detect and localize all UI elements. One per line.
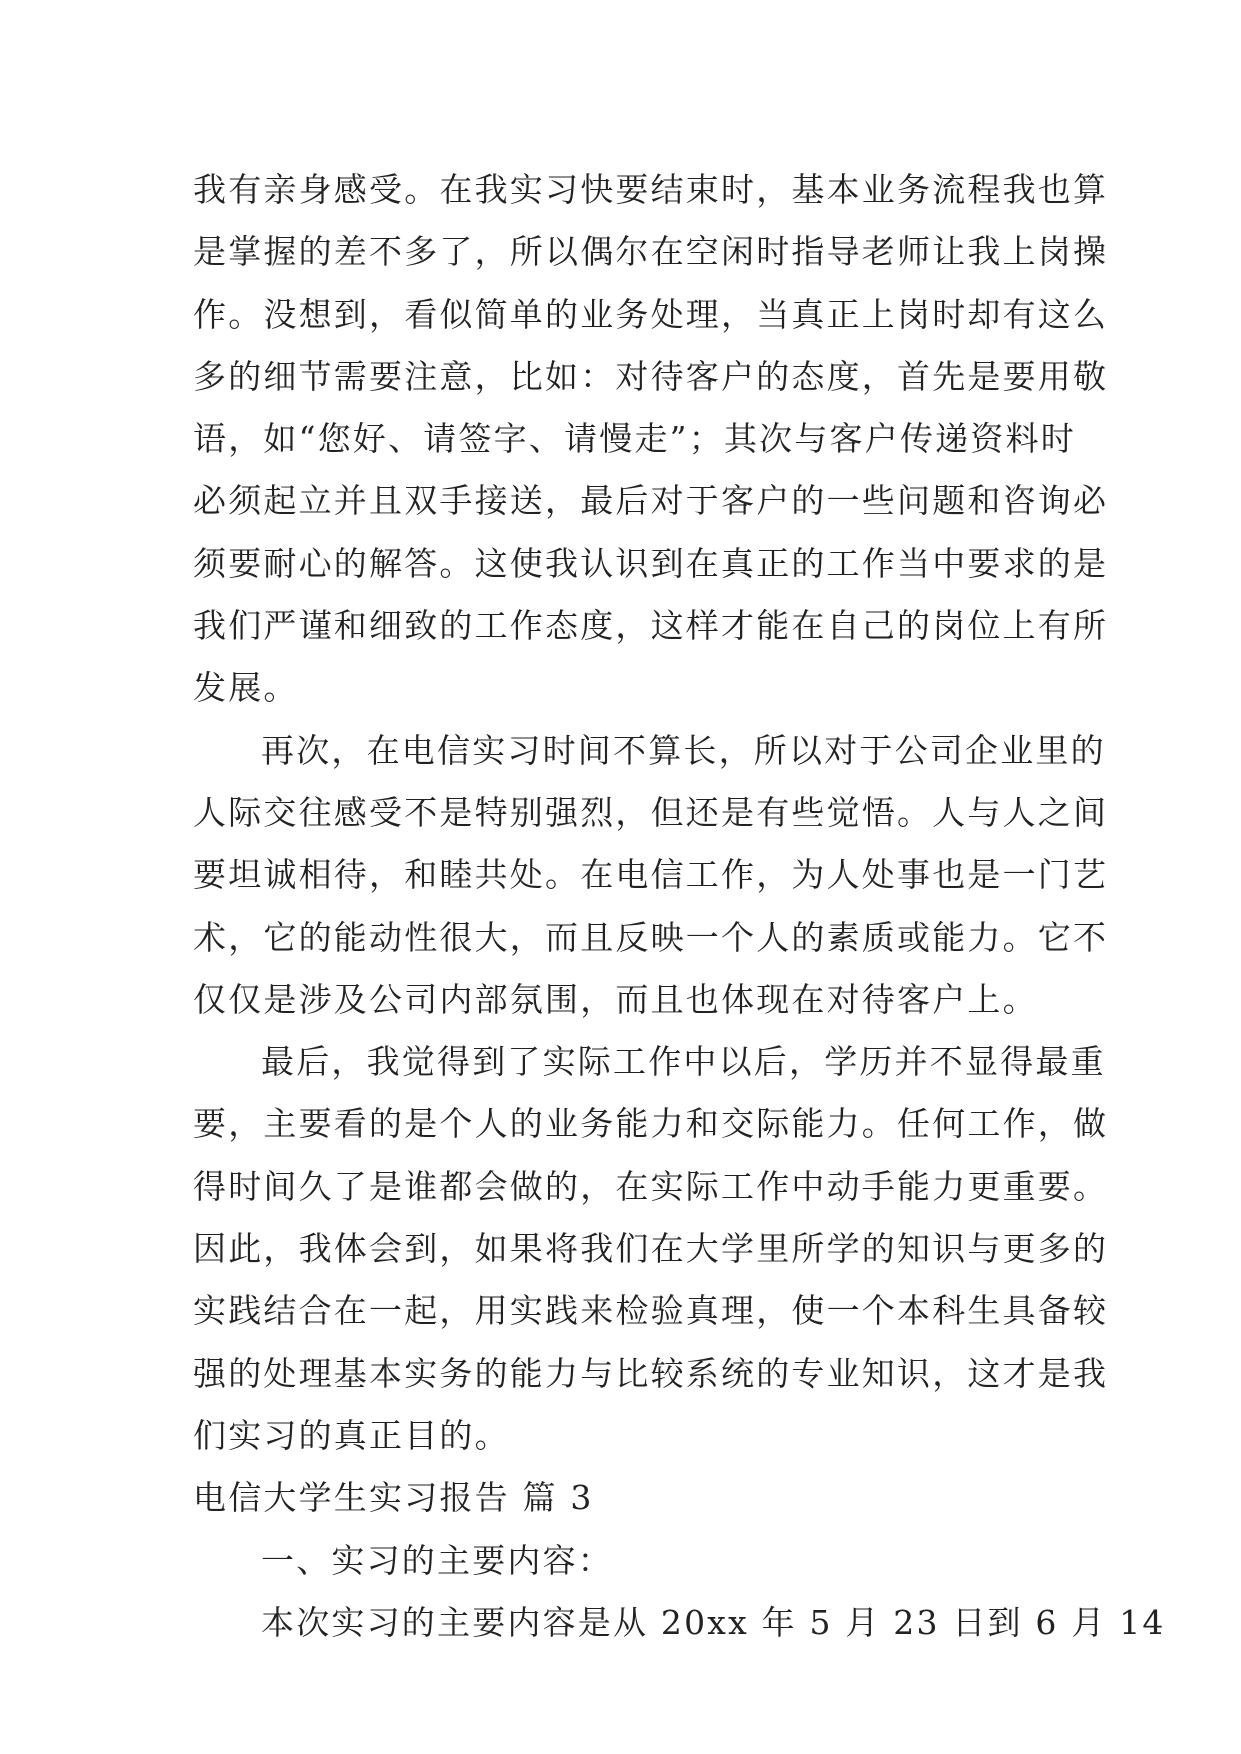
text-line: 要，主要看的是个人的业务能力和交际能力。任何工作，做	[193, 1104, 1109, 1144]
document-body	[193, 159, 1166, 1654]
text-line: 要坦诚相待，和睦共处。在电信工作，为人处事也是一门艺	[193, 855, 1109, 895]
text-line: 多的细节需要注意，比如：对待客户的态度，首先是要用敬	[193, 356, 1109, 396]
text-line: 语，如“您好、请签字、请慢走”；其次与客户传递资料时	[193, 419, 1076, 459]
text-line: 术，它的能动性很大，而且反映一个人的素质或能力。它不	[193, 917, 1109, 957]
text-line: 实践结合在一起，用实践来检验真理，使一个本科生具备较	[193, 1291, 1109, 1331]
subsection-heading: 一、实习的主要内容：	[261, 1540, 613, 1580]
text-line: 必须起立并且双手接送，最后对于客户的一些问题和咨询必	[193, 481, 1109, 521]
text-line: 强的处理基本实务的能力与比较系统的专业知识，这才是我	[193, 1353, 1109, 1393]
text-line: 我有亲身感受。在我实习快要结束时，基本业务流程我也算	[193, 170, 1109, 209]
text-line: 发展。	[193, 668, 299, 708]
section-heading: 电信大学生实习报告 篇 3	[193, 1478, 594, 1518]
text-line: 因此，我体会到，如果将我们在大学里所学的知识与更多的	[193, 1229, 1109, 1269]
text-line: 仅仅是涉及公司内部氛围，而且也体现在对待客户上。	[193, 979, 1038, 1019]
text-line: 作。没想到，看似简单的业务处理，当真正上岗时却有这么	[193, 294, 1109, 334]
text-line: 须要耐心的解答。这使我认识到在真正的工作当中要求的是	[193, 543, 1109, 583]
text-line: 是掌握的差不多了，所以偶尔在空闲时指导老师让我上岗操	[193, 232, 1109, 272]
text-line: 我们严谨和细致的工作态度，这样才能在自己的岗位上有所	[193, 606, 1109, 646]
text-line: 们实习的真正目的。	[193, 1415, 510, 1455]
paragraph-first-line: 再次，在电信实习时间不算长，所以对于公司企业里的	[261, 730, 1106, 770]
paragraph-first-line: 最后，我觉得到了实际工作中以后，学历并不显得最重	[261, 1042, 1106, 1082]
text-line: 人际交往感受不是特别强烈，但还是有些觉悟。人与人之间	[193, 792, 1109, 832]
paragraph-first-line: 本次实习的主要内容是从 20xx 年 5 月 23 日到 6 月 14	[261, 1602, 1166, 1642]
text-line: 得时间久了是谁都会做的，在实际工作中动手能力更重要。	[193, 1166, 1109, 1206]
